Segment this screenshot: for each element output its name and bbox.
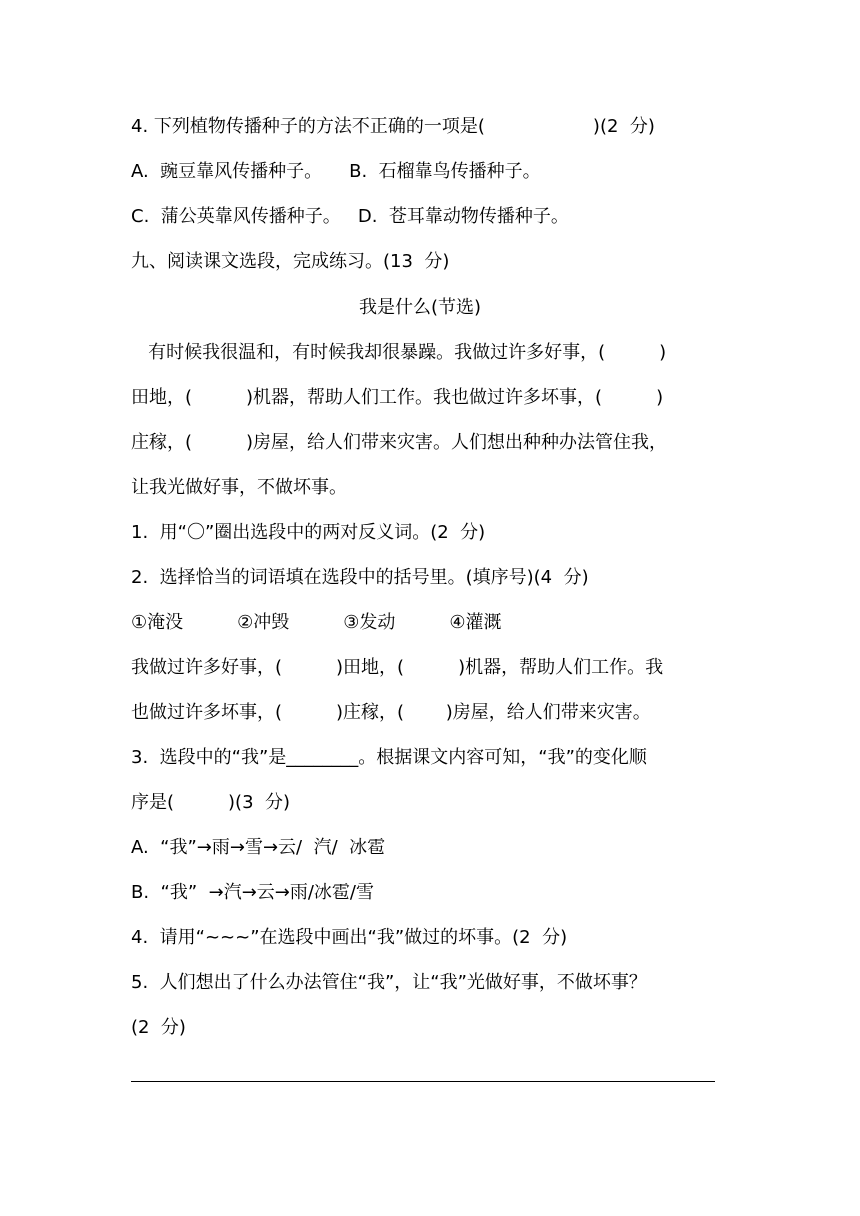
passage-line-4: 让我光做好事，不做坏事。 — [131, 477, 347, 498]
question-3-option-b: B. “我” →汽→云→雨/冰雹/雪 — [131, 882, 374, 903]
question-3-stem: 3. 选段中的“我”是________。根据课文内容可知，“我”的变化顺 — [131, 747, 647, 768]
passage-line-1: 有时候我很温和，有时候我却很暴躁。我做过许多好事，( ) — [131, 342, 667, 363]
question-4-options-ab: A. 豌豆靠风传播种子。 B. 石榴靠鸟传播种子。 — [131, 161, 541, 182]
question-5-points: (2 分) — [131, 1017, 186, 1038]
question-2-fill-words: 2. 选择恰当的词语填在选段中的括号里。(填序号)(4 分) — [131, 567, 589, 588]
passage-line-3: 庄稼，( )房屋，给人们带来灾害。人们想出种种办法管住我， — [131, 432, 668, 453]
section-9-heading: 九、阅读课文选段，完成练习。(13 分) — [131, 251, 450, 272]
passage-line-2: 田地，( )机器，帮助人们工作。我也做过许多坏事，( ) — [131, 387, 664, 408]
question-2-word-choices: ①淹没 ②冲毁 ③发动 ④灌溉 — [131, 612, 502, 633]
question-4-plants-stem: 4. 下列植物传播种子的方法不正确的一项是( )(2 分) — [131, 116, 655, 137]
question-4-options-cd: C. 蒲公英靠风传播种子。 D. 苍耳靠动物传播种子。 — [131, 206, 569, 227]
answer-line[interactable] — [131, 1081, 715, 1082]
passage-title: 我是什么(节选) — [358, 297, 482, 318]
question-3-stem-cont: 序是( )(3 分) — [131, 792, 290, 813]
question-3-option-a: A. “我”→雨→雪→云/ 汽/ 冰雹 — [131, 837, 386, 858]
question-2-fill-line-2: 也做过许多坏事，( )庄稼，( )房屋，给人们带来灾害。 — [131, 702, 651, 723]
question-4-wavy-line: 4. 请用“~~~”在选段中画出“我”做过的坏事。(2 分) — [131, 927, 568, 948]
question-5-stem: 5. 人们想出了什么办法管住“我”，让“我”光做好事，不做坏事？ — [131, 972, 647, 993]
question-1-antonyms: 1. 用“〇”圈出选段中的两对反义词。(2 分) — [131, 522, 486, 543]
question-2-fill-line-1: 我做过许多好事，( )田地，( )机器，帮助人们工作。我 — [131, 657, 664, 678]
